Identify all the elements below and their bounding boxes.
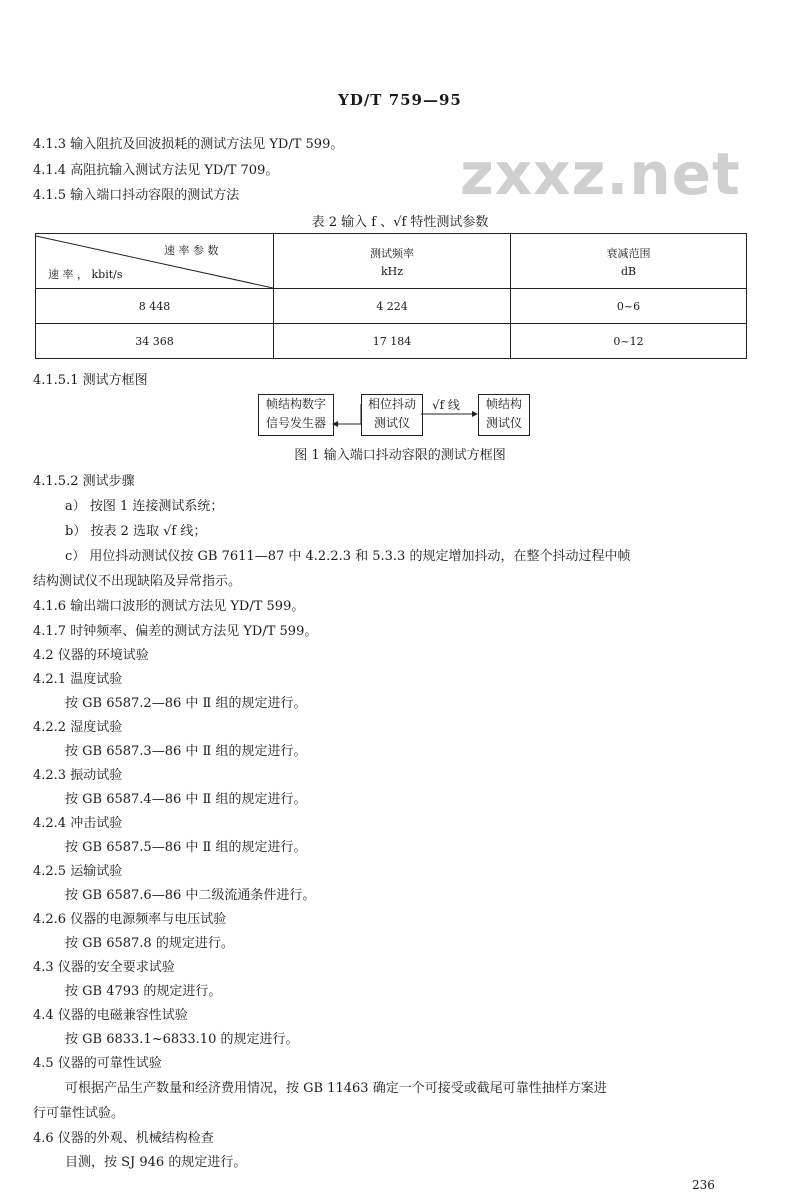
step-c-line2: 结构测试仪不出现缺陷及异常指示。 bbox=[33, 574, 242, 589]
cell-freq: 17 184 bbox=[274, 324, 511, 359]
body-line: 按 GB 4793 的规定进行。 bbox=[65, 984, 222, 999]
body-line: 4.5 仪器的可靠性试验 bbox=[33, 1056, 162, 1071]
table-row bbox=[36, 289, 747, 324]
jitter-tester-box bbox=[361, 394, 423, 436]
col-freq-title: 测试频率 bbox=[370, 246, 414, 260]
box2-line2: 测试仪 bbox=[373, 416, 410, 430]
col-range-header bbox=[511, 234, 747, 289]
box3-line2: 测试仪 bbox=[485, 416, 522, 430]
table-corner-cell bbox=[36, 234, 274, 289]
body-line: 4.6 仪器的外观、机械结构检查 bbox=[33, 1131, 214, 1146]
section-4-1-5: 4.1.5 输入端口抖动容限的测试方法 bbox=[33, 188, 240, 203]
cell-rate: 34 368 bbox=[36, 324, 274, 359]
body-line: 按 GB 6587.8 的规定进行。 bbox=[65, 936, 234, 951]
box3-line1: 帧结构 bbox=[485, 397, 522, 411]
body-line: 可根据产品生产数量和经济费用情况，按 GB 11463 确定一个可接受或截尾可靠性抽样方案进 bbox=[65, 1081, 607, 1096]
body-line: 按 GB 6587.2—86 中 Ⅱ 组的规定进行。 bbox=[65, 696, 307, 711]
cell-range: 0~12 bbox=[511, 324, 747, 359]
figure-caption: 图 1 输入端口抖动容限的测试方框图 bbox=[294, 448, 506, 463]
body-line: 4.2.4 冲击试验 bbox=[33, 816, 123, 831]
document-header: YD/T 759—95 bbox=[338, 91, 462, 109]
arrow-icon bbox=[332, 394, 362, 434]
corner-bottom-label: 速 率 ， kbit/s bbox=[48, 268, 123, 281]
cell-freq: 4 224 bbox=[274, 289, 511, 324]
body-line: 4.2 仪器的环境试验 bbox=[33, 648, 149, 663]
signal-generator-box bbox=[258, 394, 334, 436]
section-4-1-4: 4.1.4 高阻抗输入测试方法见 YD/T 709。 bbox=[33, 163, 279, 178]
body-line: 4.2.2 湿度试验 bbox=[33, 720, 123, 735]
step-c-line1: c） 用位抖动测试仪按 GB 7611—87 中 4.2.2.3 和 5.3.3 的规定增加抖动，在整个抖动过程中帧 bbox=[65, 549, 631, 564]
table-caption: 表 2 输入 f 、√f 特性测试参数 bbox=[311, 215, 489, 230]
body-line: 4.3 仪器的安全要求试验 bbox=[33, 960, 175, 975]
box2-line1: 相位抖动 bbox=[367, 397, 416, 411]
body-line: 按 GB 6587.5—86 中 Ⅱ 组的规定进行。 bbox=[65, 840, 307, 855]
body-line: 按 GB 6587.6—86 中二级流通条件进行。 bbox=[65, 888, 316, 903]
parameter-table bbox=[35, 233, 747, 359]
body-line: 按 GB 6587.4—86 中 Ⅱ 组的规定进行。 bbox=[65, 792, 307, 807]
col-freq-header bbox=[274, 234, 511, 289]
body-line: 按 GB 6833.1~6833.10 的规定进行。 bbox=[65, 1032, 299, 1047]
arrow-icon bbox=[421, 394, 478, 434]
cell-rate: 8 448 bbox=[36, 289, 274, 324]
body-line: 4.2.5 运输试验 bbox=[33, 864, 123, 879]
cell-range: 0~6 bbox=[511, 289, 747, 324]
step-a: a） 按图 1 连接测试系统； bbox=[65, 499, 224, 514]
body-line: 4.1.7 时钟频率、偏差的测试方法见 YD/T 599。 bbox=[33, 624, 318, 639]
col-range-unit: dB bbox=[620, 264, 637, 278]
body-line: 目测，按 SJ 946 的规定进行。 bbox=[65, 1155, 247, 1170]
col-freq-unit: kHz bbox=[380, 264, 404, 278]
section-4-1-5-1: 4.1.5.1 测试方框图 bbox=[33, 373, 148, 388]
body-line: 4.1.6 输出端口波形的测试方法见 YD/T 599。 bbox=[33, 599, 305, 614]
body-line: 4.2.1 温度试验 bbox=[33, 672, 123, 687]
body-line: 4.2.6 仪器的电源频率与电压试验 bbox=[33, 912, 227, 927]
section-4-1-3: 4.1.3 输入阻抗及回波损耗的测试方法见 YD/T 599。 bbox=[33, 137, 344, 152]
col-range-title: 衰减范围 bbox=[606, 246, 651, 260]
corner-top-label: 速 率 参 数 bbox=[164, 244, 219, 257]
body-line: 行可靠性试验。 bbox=[33, 1106, 125, 1121]
body-line: 按 GB 6587.3—86 中 Ⅱ 组的规定进行。 bbox=[65, 744, 307, 759]
box1-line2: 信号发生器 bbox=[265, 416, 326, 430]
body-line: 4.2.3 振动试验 bbox=[33, 768, 123, 783]
step-b: b） 按表 2 选取 √f 线； bbox=[65, 524, 207, 539]
page-number: 236 bbox=[692, 1178, 715, 1192]
watermark: zxxz.net bbox=[460, 140, 741, 208]
frame-tester-box bbox=[478, 394, 530, 436]
section-4-1-5-2: 4.1.5.2 测试步骤 bbox=[33, 474, 135, 489]
sqrt-f-label: √f 线 bbox=[432, 398, 460, 412]
table-row bbox=[36, 324, 747, 359]
body-line: 4.4 仪器的电磁兼容性试验 bbox=[33, 1008, 188, 1023]
box1-line1: 帧结构数字 bbox=[265, 397, 326, 411]
